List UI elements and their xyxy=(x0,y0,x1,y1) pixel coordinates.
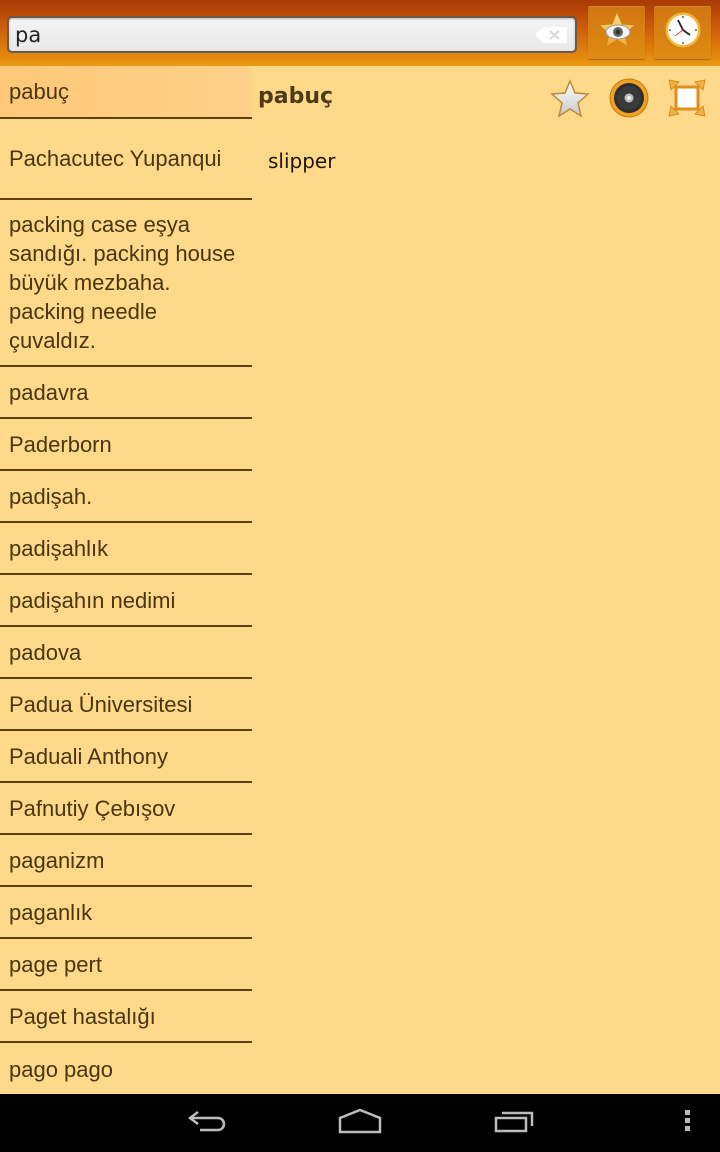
list-item[interactable]: pabuç xyxy=(0,66,252,119)
speaker-icon xyxy=(609,78,649,123)
home-icon xyxy=(337,1108,383,1139)
list-item[interactable]: Pachacutec Yupanqui xyxy=(0,119,252,200)
list-item[interactable]: pago pago xyxy=(9,1056,113,1082)
list-item[interactable]: packing case eşya sandığı. packing house büyük mezbaha. packing needle çuvaldız. xyxy=(0,200,252,367)
back-button[interactable] xyxy=(185,1108,229,1138)
fullscreen-icon xyxy=(667,78,707,123)
pronounce-button[interactable] xyxy=(607,78,651,122)
system-nav-bar xyxy=(0,1094,720,1152)
list-item[interactable]: Pafnutiy Çebışov xyxy=(0,783,252,835)
star-icon xyxy=(550,78,590,123)
list-item[interactable]: padişah. xyxy=(0,471,252,523)
headword: pabuç xyxy=(258,84,334,109)
list-item[interactable]: page pert xyxy=(0,939,252,991)
search-box[interactable] xyxy=(7,16,577,53)
word-list[interactable] xyxy=(0,66,252,1094)
list-item[interactable]: Paderborn xyxy=(0,419,252,471)
list-item[interactable]: padişahın nedimi xyxy=(0,575,252,627)
list-item[interactable]: padavra xyxy=(0,367,252,419)
overflow-menu-button[interactable] xyxy=(680,1108,696,1138)
list-item[interactable]: paganizm xyxy=(0,835,252,887)
add-favorite-button[interactable] xyxy=(548,78,592,122)
back-icon xyxy=(186,1109,228,1138)
list-item[interactable]: paganlık xyxy=(0,887,252,939)
more-vert-icon xyxy=(684,1109,692,1138)
favorites-button[interactable] xyxy=(588,6,645,59)
recent-apps-button[interactable] xyxy=(490,1108,538,1138)
list-item[interactable]: Padua Üniversitesi xyxy=(0,679,252,731)
search-input[interactable] xyxy=(15,20,525,50)
top-toolbar xyxy=(0,0,720,66)
clock-icon xyxy=(663,10,703,55)
star-eye-icon xyxy=(597,10,637,55)
fullscreen-button[interactable] xyxy=(665,78,709,122)
translation-text: slipper xyxy=(268,149,336,173)
list-item[interactable]: Paduali Anthony xyxy=(0,731,252,783)
list-item[interactable]: padova xyxy=(0,627,252,679)
detail-pane xyxy=(252,66,720,1094)
list-item[interactable]: Paget hastalığı xyxy=(0,991,252,1043)
list-item[interactable]: padişahlık xyxy=(0,523,252,575)
clear-text-icon[interactable] xyxy=(534,26,568,44)
home-button[interactable] xyxy=(336,1108,384,1138)
history-button[interactable] xyxy=(654,6,711,59)
recent-apps-icon xyxy=(492,1108,536,1139)
